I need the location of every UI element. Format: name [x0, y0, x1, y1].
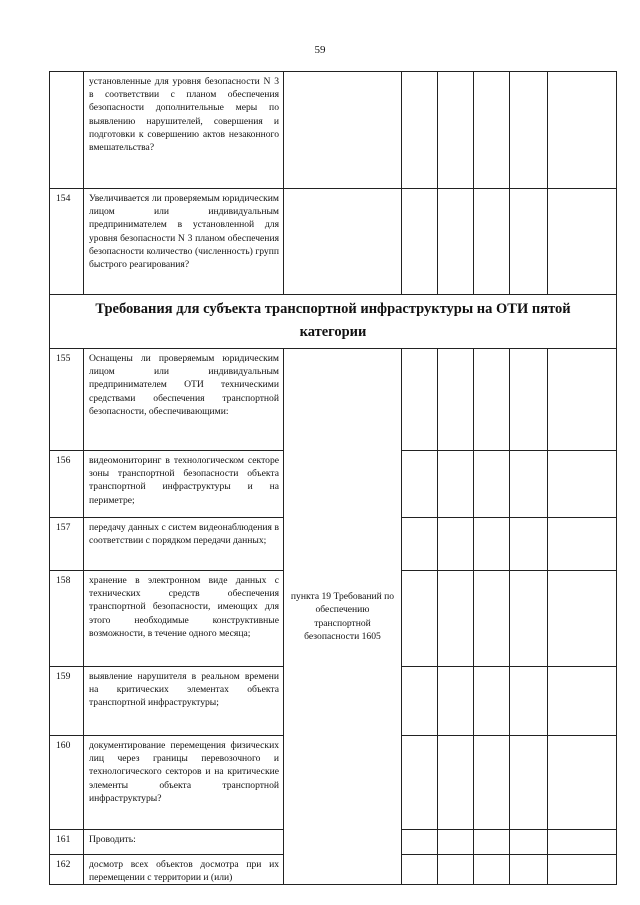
row-number: 158 [50, 571, 84, 667]
answer-cell [474, 349, 510, 451]
row-number: 162 [50, 855, 84, 885]
basis-reference: пункта 19 Требований по обеспечению транспортной безопасности 1605 [284, 349, 402, 885]
table-row [50, 189, 617, 295]
question-text: выявление нарушителя в реальном времени на критических элементах объекта транспортной инфраструктуры; [84, 667, 284, 736]
answer-cell [438, 72, 474, 189]
answer-cell [402, 736, 438, 830]
row-number: 160 [50, 736, 84, 830]
table-row [50, 72, 617, 189]
answer-cell [510, 349, 548, 451]
answer-cell [402, 451, 438, 518]
requirements-table [49, 71, 617, 885]
answer-cell [438, 571, 474, 667]
answer-cell [510, 855, 548, 885]
row-number: 156 [50, 451, 84, 518]
question-text: передачу данных с систем видеонаблюдения в соответствии с порядком передачи данных; [84, 518, 284, 571]
table-row [50, 349, 617, 451]
answer-cell [402, 72, 438, 189]
answer-cell [510, 451, 548, 518]
note-cell [548, 518, 617, 571]
answer-cell [402, 571, 438, 667]
answer-cell [510, 667, 548, 736]
note-cell [548, 451, 617, 518]
answer-cell [474, 451, 510, 518]
answer-cell [474, 830, 510, 855]
question-text: установленные для уровня безопасности N 3 в соответствии с планом обеспечения безопасности дополнительные меры по выявлению нарушителей, совершения и подготовки к совершению актов незаконного вмешательства? [84, 72, 284, 189]
answer-cell [438, 667, 474, 736]
note-cell [548, 855, 617, 885]
row-number: 157 [50, 518, 84, 571]
answer-cell [438, 830, 474, 855]
answer-cell [474, 72, 510, 189]
answer-cell [474, 855, 510, 885]
question-text: Проводить: [84, 830, 284, 855]
row-number: 155 [50, 349, 84, 451]
section-title: Требования для субъекта транспортной инфраструктуры на ОТИ пятой категории [50, 295, 617, 349]
question-text: Увеличивается ли проверяемым юридическим лицом или индивидуальным предпринимателем в установленной для уровня безопасности N 3 планом обеспечения безопасности количество (численность) групп быстрого реагирования? [84, 189, 284, 295]
question-text: досмотр всех объектов досмотра при их перемещении с территории и (или) [84, 855, 284, 885]
answer-cell [510, 736, 548, 830]
question-text: документирование перемещения физических лиц через границы перевозочного и технологического секторов и на критические элементы объекта транспортной инфраструктуры? [84, 736, 284, 830]
note-cell [548, 349, 617, 451]
answer-cell [510, 518, 548, 571]
answer-cell [438, 518, 474, 571]
question-text: хранение в электронном виде данных с технических средств обеспечения транспортной безопасности, имеющих для этого необходимые конструктивные возможности, в течение одного месяца; [84, 571, 284, 667]
answer-cell [474, 667, 510, 736]
note-cell [548, 830, 617, 855]
question-text: Оснащены ли проверяемым юридическим лицом или индивидуальным предпринимателем ОТИ техническими средствами обеспечения транспортной безопасности, обеспечивающими: [84, 349, 284, 451]
answer-cell [510, 571, 548, 667]
answer-cell [438, 855, 474, 885]
answer-cell [438, 189, 474, 295]
note-cell [548, 189, 617, 295]
answer-cell [510, 830, 548, 855]
note-cell [548, 667, 617, 736]
answer-cell [474, 736, 510, 830]
basis-cell [284, 189, 402, 295]
answer-cell [438, 451, 474, 518]
answer-cell [402, 667, 438, 736]
answer-cell [510, 72, 548, 189]
answer-cell [402, 830, 438, 855]
note-cell [548, 736, 617, 830]
answer-cell [510, 189, 548, 295]
answer-cell [474, 518, 510, 571]
answer-cell [402, 349, 438, 451]
question-text: видеомониторинг в технологическом секторе зоны транспортной безопасности объекта транспортной инфраструктуры и на периметре; [84, 451, 284, 518]
answer-cell [402, 189, 438, 295]
page-number: 59 [314, 44, 326, 56]
answer-cell [474, 189, 510, 295]
row-number: 159 [50, 667, 84, 736]
answer-cell [474, 571, 510, 667]
answer-cell [438, 349, 474, 451]
note-cell [548, 72, 617, 189]
answer-cell [438, 736, 474, 830]
basis-cell [284, 72, 402, 189]
answer-cell [402, 518, 438, 571]
note-cell [548, 571, 617, 667]
row-number: 154 [50, 189, 84, 295]
row-number [50, 72, 84, 189]
answer-cell [402, 855, 438, 885]
section-header-row [50, 295, 617, 349]
row-number: 161 [50, 830, 84, 855]
